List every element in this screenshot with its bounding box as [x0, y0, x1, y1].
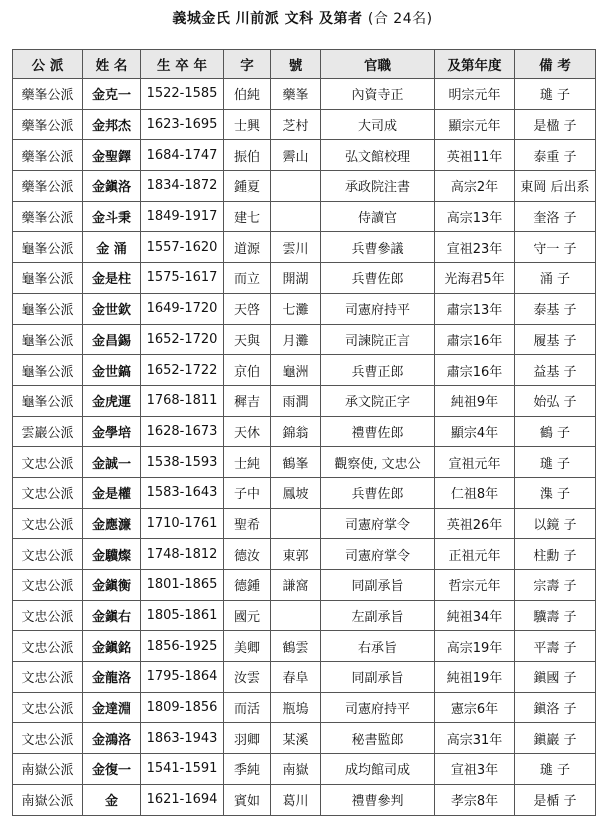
cell-lifespan: 1557-1620: [141, 232, 224, 263]
cell-courtesy-name: 伯純: [224, 79, 271, 110]
table-body: [13, 79, 596, 816]
cell-pen-name: 瓶塢: [271, 692, 321, 723]
header-pen-name: 號: [271, 50, 321, 79]
cell-remarks: 柱勳 子: [515, 539, 596, 570]
cell-pen-name: 鶴峯: [271, 447, 321, 478]
cell-name: 金鎭右: [83, 600, 141, 631]
cell-branch: 龜峯公派: [13, 232, 83, 263]
cell-pen-name: 龜洲: [271, 355, 321, 386]
cell-branch: 文忠公派: [13, 447, 83, 478]
cell-pen-name: 南嶽: [271, 754, 321, 785]
header-name: 姓 名: [83, 50, 141, 79]
cell-remarks: 以鏡 子: [515, 508, 596, 539]
table-row: [13, 784, 596, 815]
cell-exam-year: 宣祖3年: [435, 754, 515, 785]
cell-name: 金龍洛: [83, 662, 141, 693]
cell-branch: 文忠公派: [13, 477, 83, 508]
cell-exam-year: 肅宗16年: [435, 355, 515, 386]
cell-lifespan: 1621-1694: [141, 784, 224, 815]
table-row: [13, 447, 596, 478]
table-row: [13, 293, 596, 324]
cell-courtesy-name: 士興: [224, 109, 271, 140]
cell-name: 金斗秉: [83, 201, 141, 232]
cell-branch: 龜峯公派: [13, 385, 83, 416]
cell-courtesy-name: 建七: [224, 201, 271, 232]
cell-pen-name: [271, 201, 321, 232]
cell-branch: 龜峯公派: [13, 263, 83, 294]
cell-courtesy-name: 德鍾: [224, 570, 271, 601]
cell-remarks: 益基 子: [515, 355, 596, 386]
cell-courtesy-name: 天休: [224, 416, 271, 447]
cell-branch: 龜峯公派: [13, 324, 83, 355]
cell-lifespan: 1623-1695: [141, 109, 224, 140]
cell-name: 金應濂: [83, 508, 141, 539]
cell-remarks: 奎洛 子: [515, 201, 596, 232]
cell-lifespan: 1805-1861: [141, 600, 224, 631]
cell-office: 同副承旨: [321, 570, 435, 601]
cell-branch: 南嶽公派: [13, 784, 83, 815]
cell-pen-name: 葛川: [271, 784, 321, 815]
table-row: [13, 109, 596, 140]
cell-office: 兵曹佐郎: [321, 477, 435, 508]
cell-lifespan: 1863-1943: [141, 723, 224, 754]
cell-branch: 南嶽公派: [13, 754, 83, 785]
cell-office: 同副承旨: [321, 662, 435, 693]
header-lifespan: 生 卒 年: [141, 50, 224, 79]
cell-exam-year: 哲宗元年: [435, 570, 515, 601]
cell-lifespan: 1849-1917: [141, 201, 224, 232]
cell-lifespan: 1809-1856: [141, 692, 224, 723]
table-row: [13, 140, 596, 171]
cell-branch: 龜峯公派: [13, 355, 83, 386]
cell-exam-year: 顯宗元年: [435, 109, 515, 140]
cell-lifespan: 1583-1643: [141, 477, 224, 508]
cell-office: 觀察使, 文忠公: [321, 447, 435, 478]
cell-courtesy-name: 天啓: [224, 293, 271, 324]
cell-pen-name: 鶴雲: [271, 631, 321, 662]
cell-remarks: 鎭洛 子: [515, 692, 596, 723]
cell-name: 金: [83, 784, 141, 815]
cell-courtesy-name: 鍾夏: [224, 171, 271, 202]
cell-name: 金 涌: [83, 232, 141, 263]
cell-lifespan: 1541-1591: [141, 754, 224, 785]
cell-exam-year: 高宗31年: [435, 723, 515, 754]
cell-remarks: 涌 子: [515, 263, 596, 294]
cell-remarks: 東岡 后出系: [515, 171, 596, 202]
cell-name: 金虎運: [83, 385, 141, 416]
cell-lifespan: 1649-1720: [141, 293, 224, 324]
table-row: [13, 79, 596, 110]
table-row: [13, 201, 596, 232]
cell-exam-year: 宣祖元年: [435, 447, 515, 478]
header-row: [13, 50, 596, 79]
cell-exam-year: 顯宗4年: [435, 416, 515, 447]
cell-exam-year: 宣祖23年: [435, 232, 515, 263]
cell-lifespan: 1768-1811: [141, 385, 224, 416]
table-row: [13, 385, 596, 416]
cell-pen-name: 雲川: [271, 232, 321, 263]
cell-courtesy-name: 而立: [224, 263, 271, 294]
cell-remarks: 潗 子: [515, 477, 596, 508]
cell-courtesy-name: 賓如: [224, 784, 271, 815]
header-remarks: 備 考: [515, 50, 596, 79]
cell-office: 兵曹佐郎: [321, 263, 435, 294]
table-row: [13, 662, 596, 693]
cell-name: 金學培: [83, 416, 141, 447]
cell-exam-year: 高宗2年: [435, 171, 515, 202]
table-row: [13, 355, 596, 386]
cell-courtesy-name: 汝雲: [224, 662, 271, 693]
cell-remarks: 守一 子: [515, 232, 596, 263]
cell-name: 金鎭銘: [83, 631, 141, 662]
cell-office: 弘文館校理: [321, 140, 435, 171]
cell-lifespan: 1801-1865: [141, 570, 224, 601]
cell-branch: 文忠公派: [13, 631, 83, 662]
cell-office: 禮曹佐郎: [321, 416, 435, 447]
cell-exam-year: 正祖元年: [435, 539, 515, 570]
cell-remarks: 履基 子: [515, 324, 596, 355]
cell-office: 承政院注書: [321, 171, 435, 202]
table-row: [13, 232, 596, 263]
cell-office: 禮曹參判: [321, 784, 435, 815]
cell-lifespan: 1522-1585: [141, 79, 224, 110]
cell-pen-name: 芝村: [271, 109, 321, 140]
cell-courtesy-name: 國元: [224, 600, 271, 631]
examinee-table: [12, 49, 596, 816]
cell-exam-year: 孝宗8年: [435, 784, 515, 815]
cell-courtesy-name: 穉吉: [224, 385, 271, 416]
cell-lifespan: 1628-1673: [141, 416, 224, 447]
cell-name: 金世鎬: [83, 355, 141, 386]
cell-pen-name: 霽山: [271, 140, 321, 171]
title-count: (合 24名): [367, 11, 433, 27]
header-office: 官職: [321, 50, 435, 79]
cell-branch: 文忠公派: [13, 600, 83, 631]
cell-office: 司憲府持平: [321, 692, 435, 723]
cell-name: 金聖鐸: [83, 140, 141, 171]
cell-name: 金昌錫: [83, 324, 141, 355]
table-row: [13, 508, 596, 539]
table-row: [13, 723, 596, 754]
cell-courtesy-name: 聖希: [224, 508, 271, 539]
cell-name: 金世欽: [83, 293, 141, 324]
cell-pen-name: [271, 508, 321, 539]
cell-name: 金驥燦: [83, 539, 141, 570]
header-branch: 公 派: [13, 50, 83, 79]
cell-lifespan: 1684-1747: [141, 140, 224, 171]
title-main: 義城金氏 川前派 文科 及第者: [172, 11, 363, 27]
cell-office: 兵曹參議: [321, 232, 435, 263]
cell-pen-name: 鳳坡: [271, 477, 321, 508]
cell-courtesy-name: 京伯: [224, 355, 271, 386]
cell-lifespan: 1652-1722: [141, 355, 224, 386]
cell-pen-name: 春阜: [271, 662, 321, 693]
document-title: [0, 8, 605, 28]
table-row: [13, 539, 596, 570]
cell-courtesy-name: 德汝: [224, 539, 271, 570]
cell-pen-name: 雨澗: [271, 385, 321, 416]
cell-exam-year: 光海君5年: [435, 263, 515, 294]
cell-remarks: 泰重 子: [515, 140, 596, 171]
cell-office: 大司成: [321, 109, 435, 140]
cell-name: 金邦杰: [83, 109, 141, 140]
table-row: [13, 324, 596, 355]
cell-lifespan: 1834-1872: [141, 171, 224, 202]
cell-name: 金鎭衡: [83, 570, 141, 601]
header-courtesy-name: 字: [224, 50, 271, 79]
cell-remarks: 璡 子: [515, 754, 596, 785]
cell-courtesy-name: 羽卿: [224, 723, 271, 754]
cell-pen-name: [271, 171, 321, 202]
cell-pen-name: 藥峯: [271, 79, 321, 110]
table-row: [13, 570, 596, 601]
cell-name: 金克一: [83, 79, 141, 110]
cell-office: 內資寺正: [321, 79, 435, 110]
cell-branch: 雲巖公派: [13, 416, 83, 447]
cell-courtesy-name: 美卿: [224, 631, 271, 662]
cell-lifespan: 1652-1720: [141, 324, 224, 355]
cell-name: 金誠一: [83, 447, 141, 478]
cell-office: 左副承旨: [321, 600, 435, 631]
header-exam-year: 及第年度: [435, 50, 515, 79]
cell-office: 兵曹正郎: [321, 355, 435, 386]
cell-branch: 文忠公派: [13, 723, 83, 754]
cell-courtesy-name: 季純: [224, 754, 271, 785]
cell-name: 金復一: [83, 754, 141, 785]
cell-branch: 藥峯公派: [13, 171, 83, 202]
cell-name: 金是柱: [83, 263, 141, 294]
cell-pen-name: 錦翁: [271, 416, 321, 447]
cell-office: 承文院正字: [321, 385, 435, 416]
table-row: [13, 171, 596, 202]
table-row: [13, 263, 596, 294]
cell-branch: 文忠公派: [13, 539, 83, 570]
cell-lifespan: 1538-1593: [141, 447, 224, 478]
cell-lifespan: 1710-1761: [141, 508, 224, 539]
cell-remarks: 璡 子: [515, 447, 596, 478]
cell-pen-name: 東郭: [271, 539, 321, 570]
cell-pen-name: 某溪: [271, 723, 321, 754]
cell-remarks: 鶴 子: [515, 416, 596, 447]
table-row: [13, 631, 596, 662]
cell-remarks: 璡 子: [515, 79, 596, 110]
cell-lifespan: 1795-1864: [141, 662, 224, 693]
cell-courtesy-name: 天與: [224, 324, 271, 355]
cell-office: 司憲府掌令: [321, 508, 435, 539]
table-row: [13, 477, 596, 508]
cell-lifespan: 1748-1812: [141, 539, 224, 570]
cell-exam-year: 英祖26年: [435, 508, 515, 539]
cell-office: 司憲府持平: [321, 293, 435, 324]
cell-exam-year: 肅宗13年: [435, 293, 515, 324]
cell-courtesy-name: 道源: [224, 232, 271, 263]
cell-branch: 藥峯公派: [13, 201, 83, 232]
cell-pen-name: 開湖: [271, 263, 321, 294]
cell-courtesy-name: 振伯: [224, 140, 271, 171]
cell-remarks: 鎭巖 子: [515, 723, 596, 754]
cell-remarks: 宗壽 子: [515, 570, 596, 601]
table-row: [13, 754, 596, 785]
cell-pen-name: 謙窩: [271, 570, 321, 601]
cell-exam-year: 英祖11年: [435, 140, 515, 171]
cell-pen-name: 七灘: [271, 293, 321, 324]
cell-branch: 文忠公派: [13, 570, 83, 601]
cell-courtesy-name: 子中: [224, 477, 271, 508]
cell-branch: 藥峯公派: [13, 140, 83, 171]
cell-remarks: 是楯 子: [515, 784, 596, 815]
cell-courtesy-name: 而活: [224, 692, 271, 723]
cell-exam-year: 高宗19年: [435, 631, 515, 662]
cell-remarks: 平壽 子: [515, 631, 596, 662]
cell-exam-year: 肅宗16年: [435, 324, 515, 355]
cell-remarks: 鎭國 子: [515, 662, 596, 693]
cell-name: 金鎭洛: [83, 171, 141, 202]
cell-pen-name: 月灘: [271, 324, 321, 355]
cell-remarks: 驥壽 子: [515, 600, 596, 631]
cell-branch: 藥峯公派: [13, 109, 83, 140]
cell-exam-year: 仁祖8年: [435, 477, 515, 508]
cell-lifespan: 1856-1925: [141, 631, 224, 662]
cell-lifespan: 1575-1617: [141, 263, 224, 294]
cell-branch: 文忠公派: [13, 692, 83, 723]
cell-branch: 龜峯公派: [13, 293, 83, 324]
cell-exam-year: 高宗13年: [435, 201, 515, 232]
cell-office: 右承旨: [321, 631, 435, 662]
cell-exam-year: 明宗元年: [435, 79, 515, 110]
cell-remarks: 是楹 子: [515, 109, 596, 140]
cell-courtesy-name: 士純: [224, 447, 271, 478]
cell-office: 成均館司成: [321, 754, 435, 785]
cell-branch: 藥峯公派: [13, 79, 83, 110]
cell-remarks: 始弘 子: [515, 385, 596, 416]
cell-remarks: 泰基 子: [515, 293, 596, 324]
cell-office: 侍讀官: [321, 201, 435, 232]
cell-exam-year: 憲宗6年: [435, 692, 515, 723]
cell-pen-name: [271, 600, 321, 631]
table-row: [13, 692, 596, 723]
cell-exam-year: 純祖9年: [435, 385, 515, 416]
cell-office: 司諫院正言: [321, 324, 435, 355]
cell-exam-year: 純祖34年: [435, 600, 515, 631]
table-row: [13, 600, 596, 631]
cell-name: 金達淵: [83, 692, 141, 723]
cell-branch: 文忠公派: [13, 662, 83, 693]
cell-exam-year: 純祖19年: [435, 662, 515, 693]
cell-office: 秘書監郎: [321, 723, 435, 754]
table-row: [13, 416, 596, 447]
cell-name: 金是權: [83, 477, 141, 508]
cell-office: 司憲府掌令: [321, 539, 435, 570]
cell-branch: 文忠公派: [13, 508, 83, 539]
cell-name: 金鴻洛: [83, 723, 141, 754]
